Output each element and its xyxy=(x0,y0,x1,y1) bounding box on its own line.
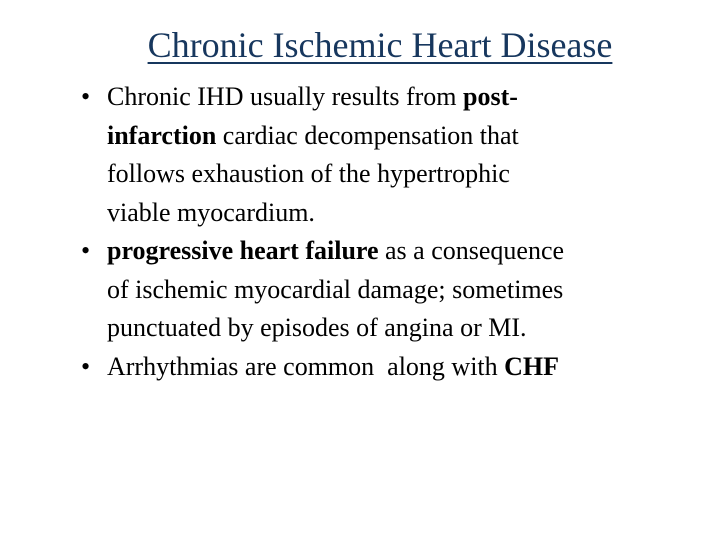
bullet-item-2 xyxy=(81,232,695,348)
bullet-dot-icon: • xyxy=(81,351,91,381)
bullet-line xyxy=(107,117,695,156)
bullet-line xyxy=(107,309,695,348)
bullet-text: viable myocardium. xyxy=(107,197,315,227)
bullet-text: as a consequence xyxy=(378,236,565,265)
bullet-bold-text: CHF xyxy=(504,351,560,381)
bullet-line xyxy=(107,194,695,233)
bullet-bold-text: infarction xyxy=(107,120,217,150)
bullet-bold-text: post- xyxy=(463,82,518,111)
bullet-line xyxy=(107,271,695,310)
bullet-bold-text: progressive heart failure xyxy=(107,236,379,265)
slide-title: Chronic Ischemic Heart Disease xyxy=(147,25,613,65)
bullet-dot-icon: • xyxy=(81,236,91,265)
bullet-text: of ischemic myocardial damage; sometimes xyxy=(107,274,564,304)
bullet-line xyxy=(107,155,695,194)
bullet-text: cardiac decompensation that xyxy=(216,120,519,150)
bullet-text: punctuated by episodes of angina or MI. xyxy=(107,313,527,342)
bullet-line xyxy=(107,348,695,387)
bullet-line xyxy=(107,232,695,271)
bullet-text: Arrhythmias are common along with xyxy=(107,351,505,381)
bullet-line xyxy=(107,78,695,117)
bullet-dot-icon: • xyxy=(81,82,91,111)
bullet-item-3 xyxy=(81,348,695,387)
bullet-list xyxy=(81,78,695,386)
bullet-item-1 xyxy=(81,78,695,232)
bullet-text: follows exhaustion of the hypertrophic xyxy=(107,159,510,188)
bullet-text: Chronic IHD usually results from xyxy=(107,82,464,111)
